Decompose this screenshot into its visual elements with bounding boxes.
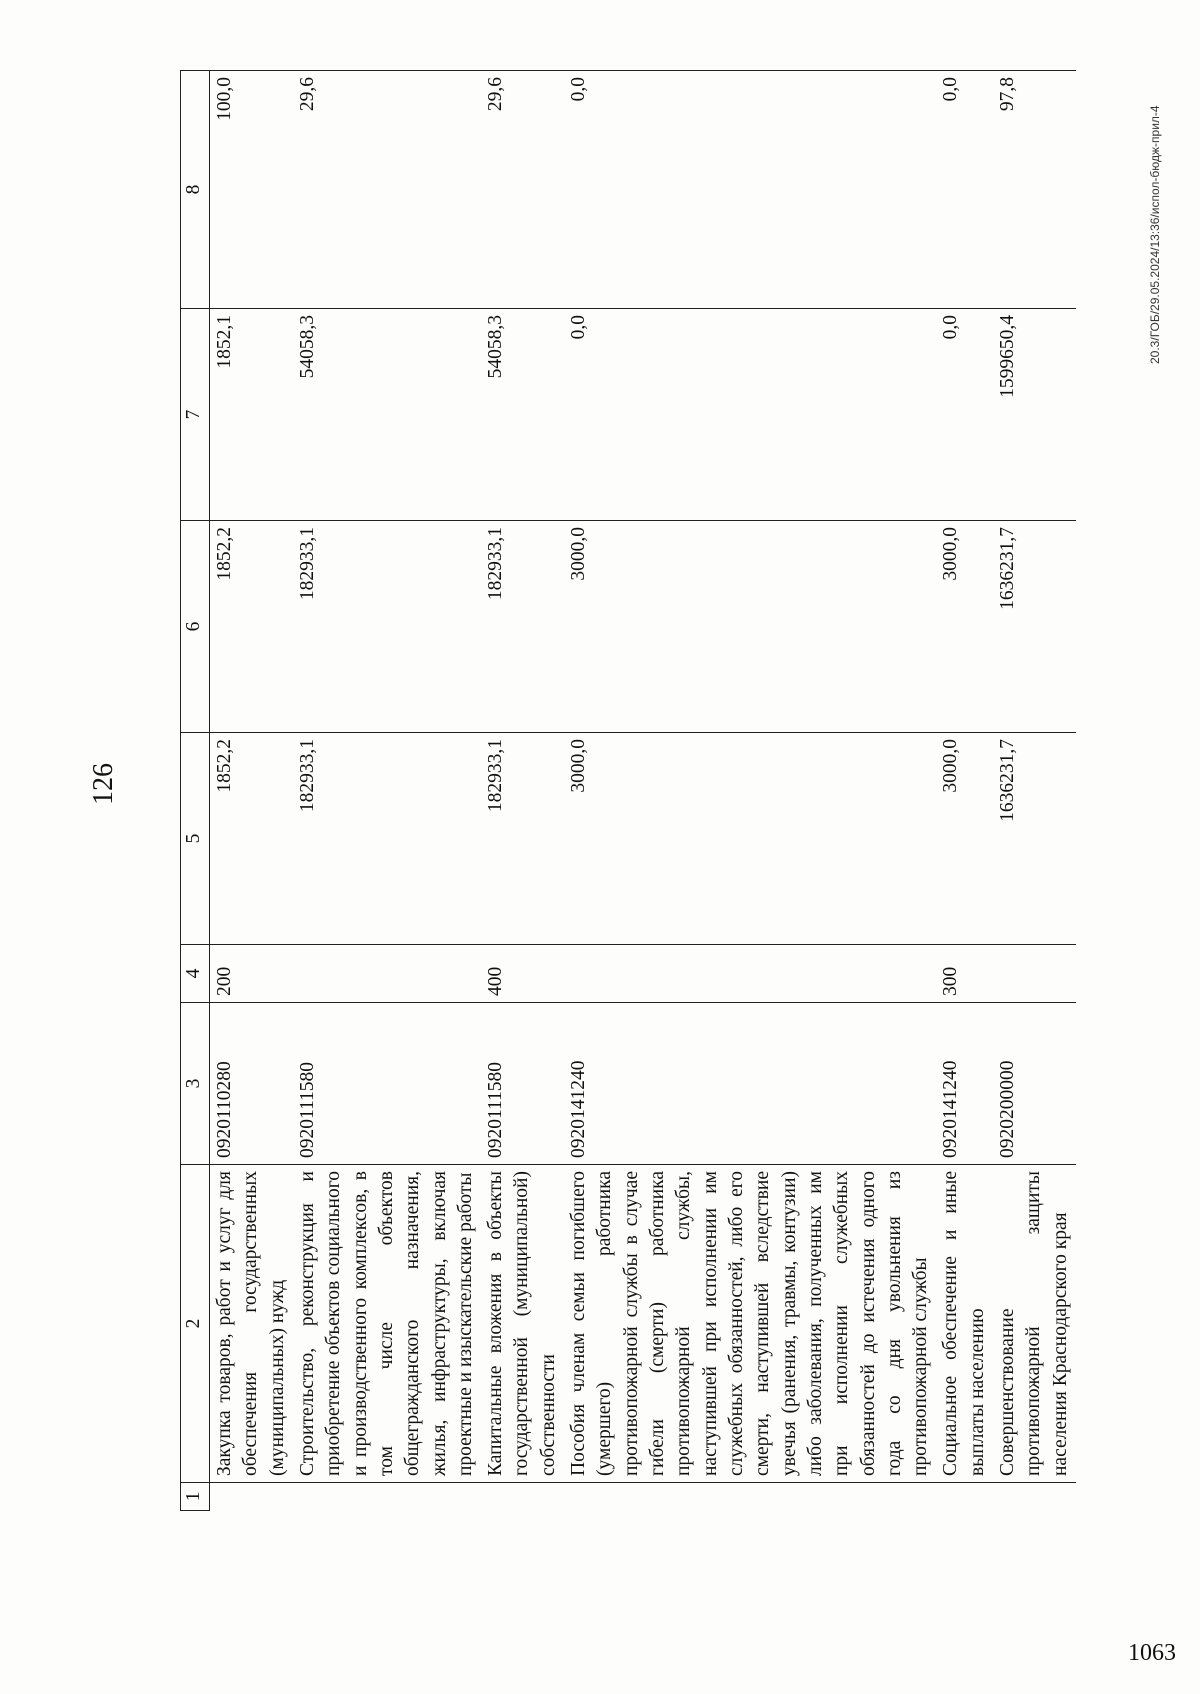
target-code-cell: 0920141240 xyxy=(564,1003,936,1165)
percent-cell: 100,0 xyxy=(210,71,293,309)
percent-cell: 97,8 xyxy=(993,71,1076,309)
table-row xyxy=(293,71,481,1511)
column-header: 8 xyxy=(181,71,210,309)
value-col7-cell: 0,0 xyxy=(936,309,993,521)
expense-type-cell: 300 xyxy=(936,945,993,1003)
table-row xyxy=(564,71,936,1511)
expense-type-cell: 200 xyxy=(210,945,293,1003)
target-code-cell: 0920110280 xyxy=(210,1003,293,1165)
percent-cell: 0,0 xyxy=(936,71,993,309)
value-col6-cell: 3000,0 xyxy=(564,521,936,733)
column-header: 7 xyxy=(181,309,210,521)
column-header: 3 xyxy=(181,1003,210,1165)
column-header: 2 xyxy=(181,1165,210,1483)
item-name-cell: Пособия членам семьи погибшего (умершего) работника противопожарной службы в случае гибели (смерти) работника противопожарной службы, наступившей при исполнении им служебных обязанностей, либо его смерти, наступившей вследствие увечья (ранения, травмы, контузии) либо заболевания, полученных им при исполнении служебных обязанностей до истечения одного года со дня увольнения из противопожарной службы xyxy=(564,1165,936,1483)
item-name-cell: Строительство, реконструкция и приобретение объектов социального и производственного комплексов, в том числе объектов общегражданского назначения, жилья, инфраструктуры, включая проектные и изыскательские работы xyxy=(293,1165,481,1483)
value-col7-cell: 54058,3 xyxy=(293,309,481,521)
expense-type-cell xyxy=(564,945,936,1003)
column-header: 6 xyxy=(181,521,210,733)
column-header: 4 xyxy=(181,945,210,1003)
value-col7-cell: 1599650,4 xyxy=(993,309,1076,521)
percent-cell: 29,6 xyxy=(293,71,481,309)
value-col6-cell: 1852,2 xyxy=(210,521,293,733)
budget-table xyxy=(180,70,1076,1511)
table-row xyxy=(993,71,1076,1511)
table-header xyxy=(181,71,210,1511)
value-col6-cell: 182933,1 xyxy=(293,521,481,733)
item-name-cell: Капитальные вложения в объекты государственной (муниципальной) собственности xyxy=(481,1165,564,1483)
table-body xyxy=(210,71,1077,1511)
value-col5-cell: 1636231,7 xyxy=(993,733,1076,945)
value-col5-cell: 182933,1 xyxy=(293,733,481,945)
value-col6-cell: 182933,1 xyxy=(481,521,564,733)
row-index-cell xyxy=(936,1483,993,1511)
page-number: 126 xyxy=(88,763,119,805)
target-code-cell: 0920111580 xyxy=(293,1003,481,1165)
target-code-cell: 0920111580 xyxy=(481,1003,564,1165)
value-col7-cell: 1852,1 xyxy=(210,309,293,521)
item-name-cell: Закупка товаров, работ и услуг для обеспечения государственных (муниципальных) нужд xyxy=(210,1165,293,1483)
row-index-cell xyxy=(993,1483,1076,1511)
column-header: 5 xyxy=(181,733,210,945)
value-col5-cell: 182933,1 xyxy=(481,733,564,945)
table-row xyxy=(210,71,293,1511)
value-col5-cell: 3000,0 xyxy=(564,733,936,945)
value-col5-cell: 1852,2 xyxy=(210,733,293,945)
corner-page-number: 1063 xyxy=(1128,1640,1176,1666)
expense-type-cell xyxy=(993,945,1076,1003)
target-code-cell: 0920141240 xyxy=(936,1003,993,1165)
table-row xyxy=(481,71,564,1511)
row-index-cell xyxy=(293,1483,481,1511)
percent-cell: 0,0 xyxy=(564,71,936,309)
item-name-cell: Социальное обеспечение и иные выплаты населению xyxy=(936,1165,993,1483)
column-header: 1 xyxy=(181,1483,210,1511)
table-row xyxy=(936,71,993,1511)
expense-type-cell xyxy=(293,945,481,1003)
row-index-cell xyxy=(481,1483,564,1511)
row-index-cell xyxy=(210,1483,293,1511)
value-col6-cell: 3000,0 xyxy=(936,521,993,733)
value-col7-cell: 54058,3 xyxy=(481,309,564,521)
row-index-cell xyxy=(564,1483,936,1511)
expense-type-cell: 400 xyxy=(481,945,564,1003)
percent-cell: 29,6 xyxy=(481,71,564,309)
value-col5-cell: 3000,0 xyxy=(936,733,993,945)
item-name-cell: Совершенствование противопожарной защиты населения Краснодарского края xyxy=(993,1165,1076,1483)
footer-stamp: 20.3/ГОБ/29.05.2024/13:36/испол-бюдж-прил-4 xyxy=(1148,105,1162,364)
value-col6-cell: 1636231,7 xyxy=(993,521,1076,733)
target-code-cell: 0920200000 xyxy=(993,1003,1076,1165)
value-col7-cell: 0,0 xyxy=(564,309,936,521)
